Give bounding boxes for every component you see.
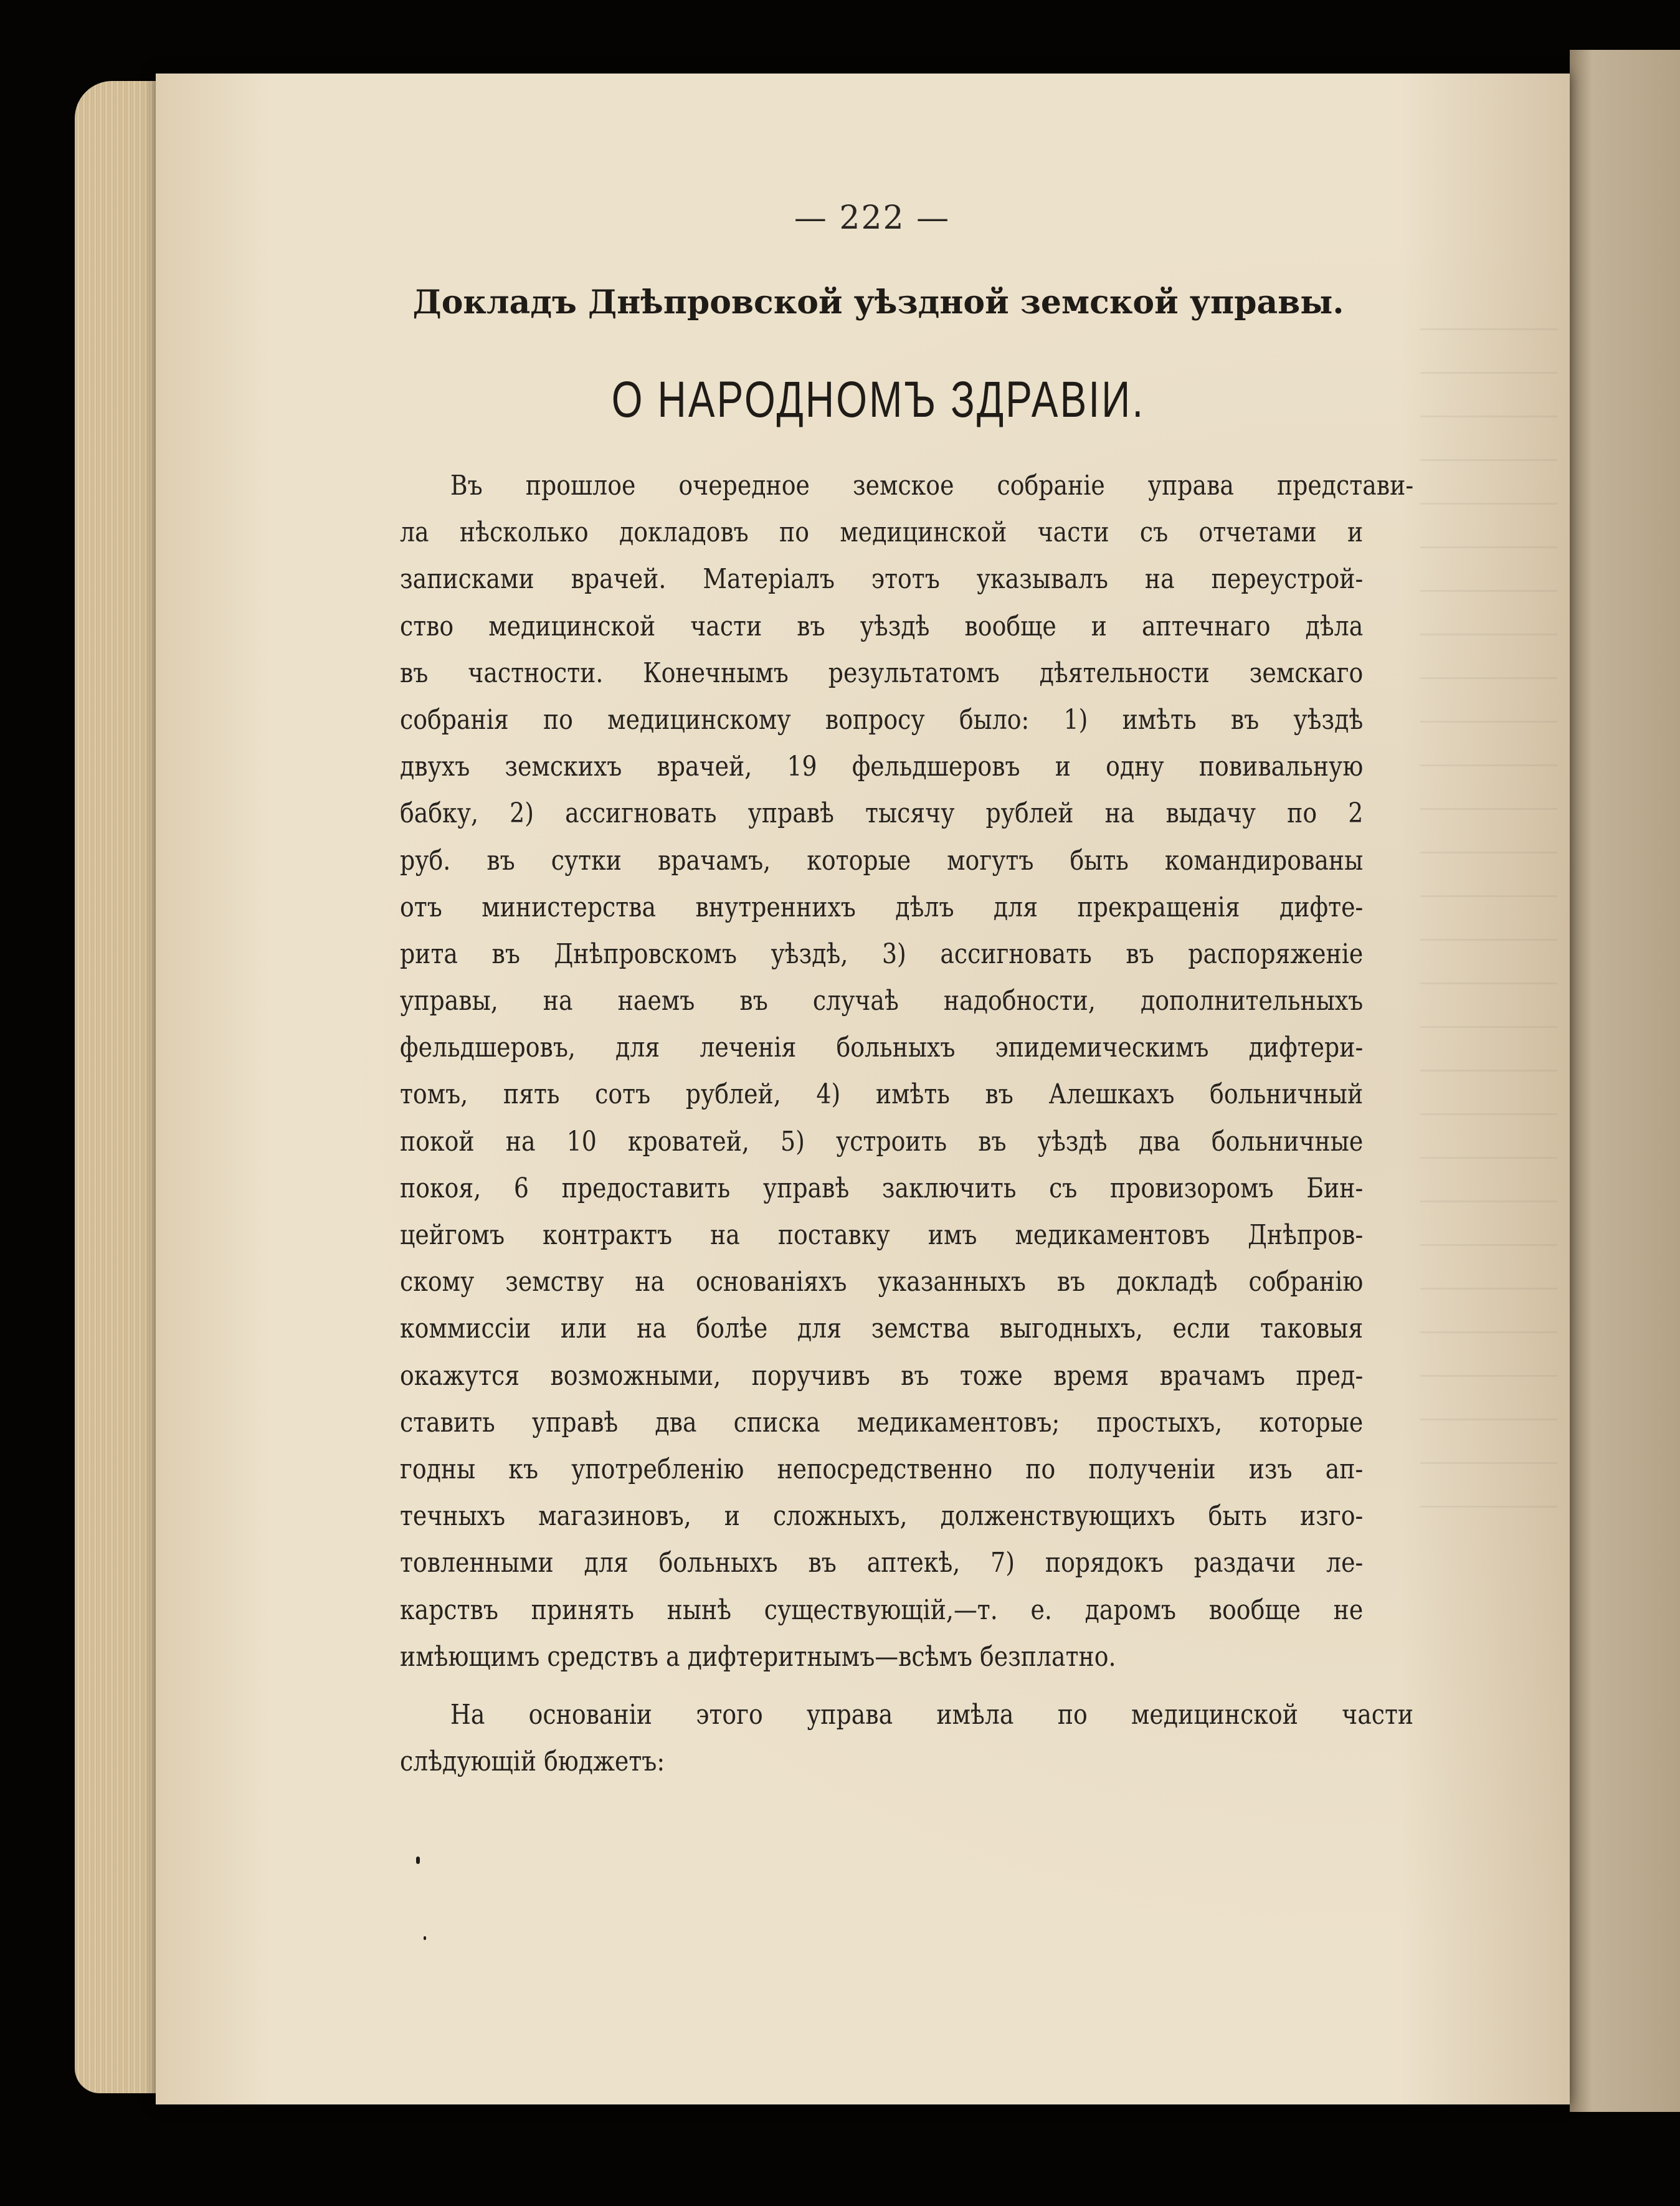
text-line: томъ, пять сотъ рублей, 4) имѣть въ Алешкахъ больничный bbox=[400, 1078, 1364, 1111]
paragraph-2 bbox=[400, 1691, 1414, 1785]
text-line: На основаніи этого управа имѣла по медицинской части bbox=[450, 1698, 1414, 1731]
paragraph-1 bbox=[400, 462, 1414, 1680]
text-line: управы, на наемъ въ случаѣ надобности, дополнительныхъ bbox=[400, 985, 1364, 1017]
ink-speck bbox=[424, 1936, 426, 1940]
body-text bbox=[400, 462, 1414, 1785]
page-number: — 222 — bbox=[794, 199, 951, 237]
text-line: въ частности. Конечнымъ результатомъ дѣятельности земскаго bbox=[400, 657, 1364, 689]
text-line: скому земству на основаніяхъ указанныхъ въ докладѣ собранію bbox=[400, 1266, 1364, 1298]
text-line: собранія по медицинскому вопросу было: 1) имѣть въ уѣздѣ bbox=[400, 703, 1364, 736]
text-line: цейгомъ контрактъ на поставку имъ медикаментовъ Днѣпров- bbox=[400, 1219, 1364, 1251]
section-title: О НАРОДНОМЪ ЗДРАВІИ. bbox=[611, 371, 1146, 428]
text-line: имѣющимъ средствъ а дифтеритнымъ—всѣмъ безплатно. bbox=[400, 1640, 1116, 1673]
text-line: руб. въ сутки врачамъ, которые могутъ быть командированы bbox=[400, 844, 1364, 877]
text-line: течныхъ магазиновъ, и сложныхъ, долженствующихъ быть изго- bbox=[400, 1500, 1364, 1533]
text-line: коммиссіи или на болѣе для земства выгодныхъ, если таковыя bbox=[400, 1313, 1364, 1345]
text-line: записками врачей. Матеріалъ этотъ указывалъ на переустрой- bbox=[400, 563, 1364, 596]
text-line: отъ министерства внутреннихъ дѣлъ для прекращенія дифте- bbox=[400, 891, 1364, 923]
text-line: покой на 10 кроватей, 5) устроить въ уѣздѣ два больничные bbox=[400, 1125, 1364, 1158]
text-line: товленными для больныхъ въ аптекѣ, 7) порядокъ раздачи ле- bbox=[400, 1547, 1364, 1579]
text-line: фельдшеровъ, для леченія больныхъ эпидемическимъ дифтери- bbox=[400, 1032, 1364, 1064]
report-heading: Докладъ Днѣпровской уѣздной земской управы. bbox=[412, 283, 1344, 321]
text-line: окажутся возможными, поручивъ въ тоже время врачамъ пред- bbox=[400, 1359, 1364, 1392]
text-line: рита въ Днѣпровскомъ уѣздѣ, 3) ассигновать въ распоряженіе bbox=[400, 938, 1364, 970]
text-line: покоя, 6 предоставить управѣ заключить съ провизоромъ Бин- bbox=[400, 1172, 1364, 1204]
facing-page-edge bbox=[1570, 50, 1680, 2112]
text-line: двухъ земскихъ врачей, 19 фельдшеровъ и одну повивальную bbox=[400, 751, 1364, 783]
text-line: карствъ принять нынѣ существующій,—т. е. даромъ вообще не bbox=[400, 1594, 1364, 1626]
text-line: Въ прошлое очередное земское собраніе управа представи- bbox=[450, 470, 1414, 502]
text-line: ла нѣсколько докладовъ по медицинской части съ отчетами и bbox=[400, 516, 1364, 549]
text-line: слѣдующій бюджетъ: bbox=[400, 1746, 665, 1778]
ink-speck bbox=[416, 1857, 420, 1864]
bleed-through-table bbox=[1420, 293, 1557, 1508]
text-line: ставить управѣ два списка медикаментовъ; простыхъ, которые bbox=[400, 1406, 1364, 1438]
text-line: годны къ употребленію непосредственно по полученіи изъ ап- bbox=[400, 1453, 1364, 1485]
text-line: ство медицинской части въ уѣздѣ вообще и аптечнаго дѣла bbox=[400, 610, 1364, 642]
text-line: бабку, 2) ассигновать управѣ тысячу рублей на выдачу по 2 bbox=[400, 797, 1364, 830]
